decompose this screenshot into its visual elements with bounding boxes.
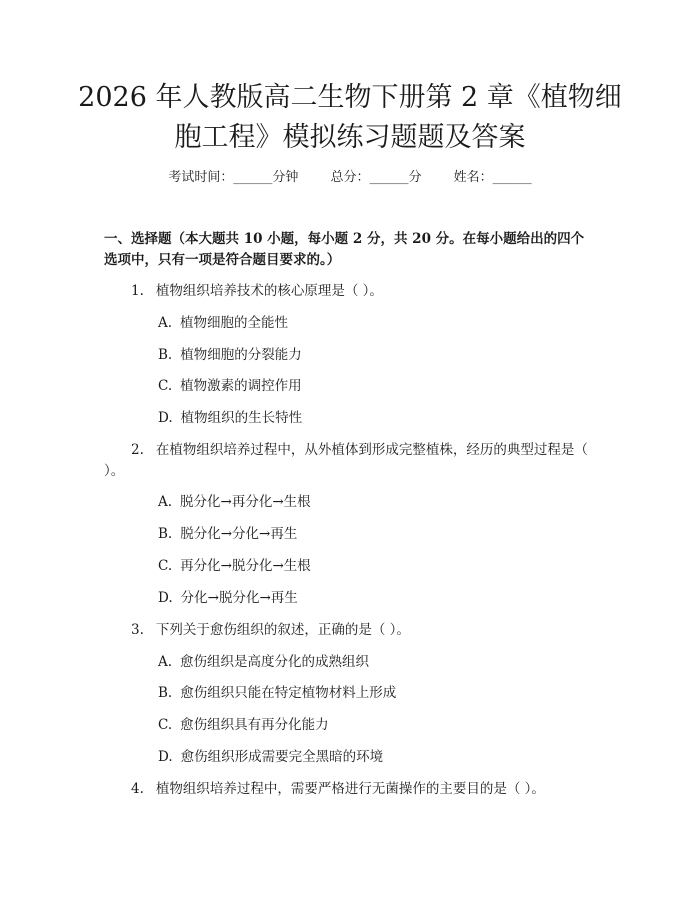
question-text: 在植物组织培养过程中，从外植体到形成完整植株，经历的典型过程是（ ）。 (104, 442, 588, 479)
title-line-2: 胞工程》模拟练习题题及答案 (174, 122, 526, 153)
question-3-option-b (158, 683, 588, 704)
option-letter: A. (158, 654, 173, 670)
question-1-option-d (158, 408, 588, 429)
question-3-option-c (158, 715, 588, 736)
option-letter: D. (158, 749, 173, 765)
exam-score: 总分：______分 (330, 170, 422, 185)
question-4 (104, 779, 596, 800)
option-text: 分化→脱分化→再生 (180, 590, 298, 606)
question-1 (104, 281, 596, 302)
question-1-option-b (158, 345, 588, 366)
option-letter: D. (158, 590, 173, 606)
question-text: 植物组织培养过程中，需要严格进行无菌操作的主要目的是（ ）。 (155, 781, 545, 797)
title-line-1: 2026 年人教版高二生物下册第 2 章《植物细 (78, 82, 622, 113)
question-2-option-b (158, 524, 588, 545)
question-text: 下列关于愈伤组织的叙述，正确的是（ ）。 (155, 622, 410, 638)
question-text: 植物组织培养技术的核心原理是（ ）。 (155, 283, 383, 299)
exam-time: 考试时间：______分钟 (168, 170, 299, 185)
question-number: 3. (131, 622, 144, 638)
question-2 (104, 440, 596, 482)
question-3 (104, 620, 596, 641)
question-number: 1. (131, 283, 144, 299)
option-letter: B. (158, 526, 173, 542)
option-letter: D. (158, 410, 173, 426)
question-1-option-a (158, 313, 588, 334)
option-letter: C. (158, 717, 173, 733)
question-2-option-c (158, 556, 588, 577)
option-text: 愈伤组织形成需要完全黑暗的环境 (180, 749, 384, 765)
question-number: 2. (131, 442, 144, 458)
option-letter: B. (158, 685, 173, 701)
exam-name: 姓名：______ (453, 170, 532, 185)
question-3-option-d (158, 747, 588, 768)
section-title: 一、选择题（本大题共 10 小题，每小题 2 分，共 20 分。在每小题给出的四个选项中，只有一项是符合题目要求的。） (104, 231, 585, 268)
option-letter: A. (158, 494, 173, 510)
question-1-option-c (158, 376, 588, 397)
option-text: 植物细胞的全能性 (180, 315, 289, 331)
option-text: 植物细胞的分裂能力 (180, 347, 302, 363)
option-text: 愈伤组织具有再分化能力 (180, 717, 329, 733)
option-text: 植物组织的生长特性 (180, 410, 303, 426)
option-text: 愈伤组织是高度分化的成熟组织 (180, 654, 370, 670)
exam-info (0, 168, 700, 188)
option-text: 脱分化→再分化→生根 (180, 494, 311, 510)
option-letter: B. (158, 347, 173, 363)
question-number: 4. (131, 781, 144, 797)
option-letter: A. (158, 315, 173, 331)
question-2-option-a (158, 492, 588, 513)
question-2-option-d (158, 588, 588, 609)
option-letter: C. (158, 558, 173, 574)
document-title (60, 78, 640, 158)
option-text: 植物激素的调控作用 (180, 378, 302, 394)
option-text: 再分化→脱分化→生根 (180, 558, 311, 574)
option-letter: C. (158, 378, 173, 394)
option-text: 愈伤组织只能在特定植物材料上形成 (180, 685, 397, 701)
option-text: 脱分化→分化→再生 (180, 526, 298, 542)
question-3-option-a (158, 652, 588, 673)
